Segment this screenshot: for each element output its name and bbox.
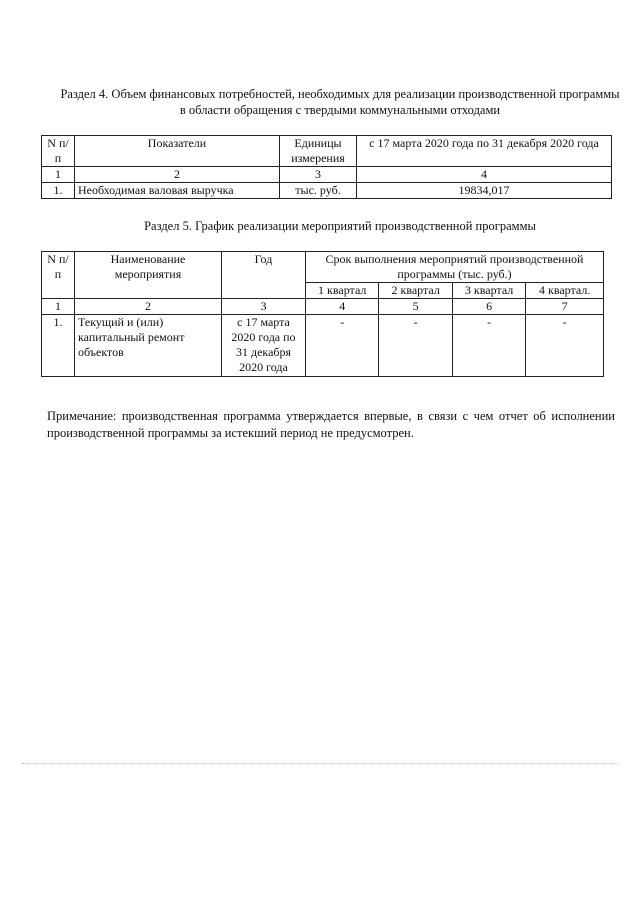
row-num: 1.	[42, 183, 75, 199]
header-period: с 17 марта 2020 года по 31 декабря 2020 года	[357, 136, 612, 167]
col-number: 6	[452, 299, 525, 315]
row-quarter-2: -	[379, 315, 452, 377]
header-year: Год	[222, 252, 306, 299]
table-row	[42, 315, 604, 377]
col-number: 4	[357, 167, 612, 183]
col-number: 3	[280, 167, 357, 183]
header-quarter-1: 1 квартал	[306, 283, 379, 299]
table-numbering-row	[42, 167, 612, 183]
row-units: тыс. руб.	[280, 183, 357, 199]
col-number: 4	[306, 299, 379, 315]
col-number: 1	[42, 167, 75, 183]
header-indicators: Показатели	[75, 136, 280, 167]
row-year: с 17 марта 2020 года по 31 декабря 2020 года	[222, 315, 306, 377]
header-num: N п/п	[42, 252, 75, 299]
scan-artifact-line	[22, 763, 618, 766]
section5-title: Раздел 5. График реализации мероприятий производственной программы	[144, 219, 536, 233]
header-quarter-3: 3 квартал	[452, 283, 525, 299]
table-numbering-row	[42, 299, 604, 315]
row-event-name: Текущий и (или) капитальный ремонт объектов	[75, 315, 222, 377]
col-number: 5	[379, 299, 452, 315]
table-header-row	[42, 252, 604, 283]
row-quarter-3: -	[452, 315, 525, 377]
table-row	[42, 183, 612, 199]
row-indicator: Необходимая валовая выручка	[75, 183, 280, 199]
header-quarter-2: 2 квартал	[379, 283, 452, 299]
section4-title: Раздел 4. Объем финансовых потребностей, необходимых для реализации производственной программы в области обращения с твердыми коммунальными отходами	[60, 87, 620, 117]
financial-needs-table	[41, 135, 612, 199]
table-header-row	[42, 136, 612, 167]
row-quarter-1: -	[306, 315, 379, 377]
col-number: 3	[222, 299, 306, 315]
note-text: Примечание: производственная программа утверждается впервые, в связи с чем отчет об исполнении производственной программы за истекший период не предусмотрен.	[47, 409, 615, 440]
col-number: 2	[75, 299, 222, 315]
header-term: Срок выполнения мероприятий производственной программы (тыс. руб.)	[306, 252, 604, 283]
col-number: 7	[526, 299, 604, 315]
row-value: 19834,017	[357, 183, 612, 199]
header-num: N п/п	[42, 136, 75, 167]
header-units: Единицы измерения	[280, 136, 357, 167]
row-num: 1.	[42, 315, 75, 377]
col-number: 1	[42, 299, 75, 315]
schedule-table	[41, 251, 604, 377]
header-event-name: Наименование мероприятия	[75, 252, 222, 299]
col-number: 2	[75, 167, 280, 183]
row-quarter-4: -	[526, 315, 604, 377]
header-quarter-4: 4 квартал.	[526, 283, 604, 299]
